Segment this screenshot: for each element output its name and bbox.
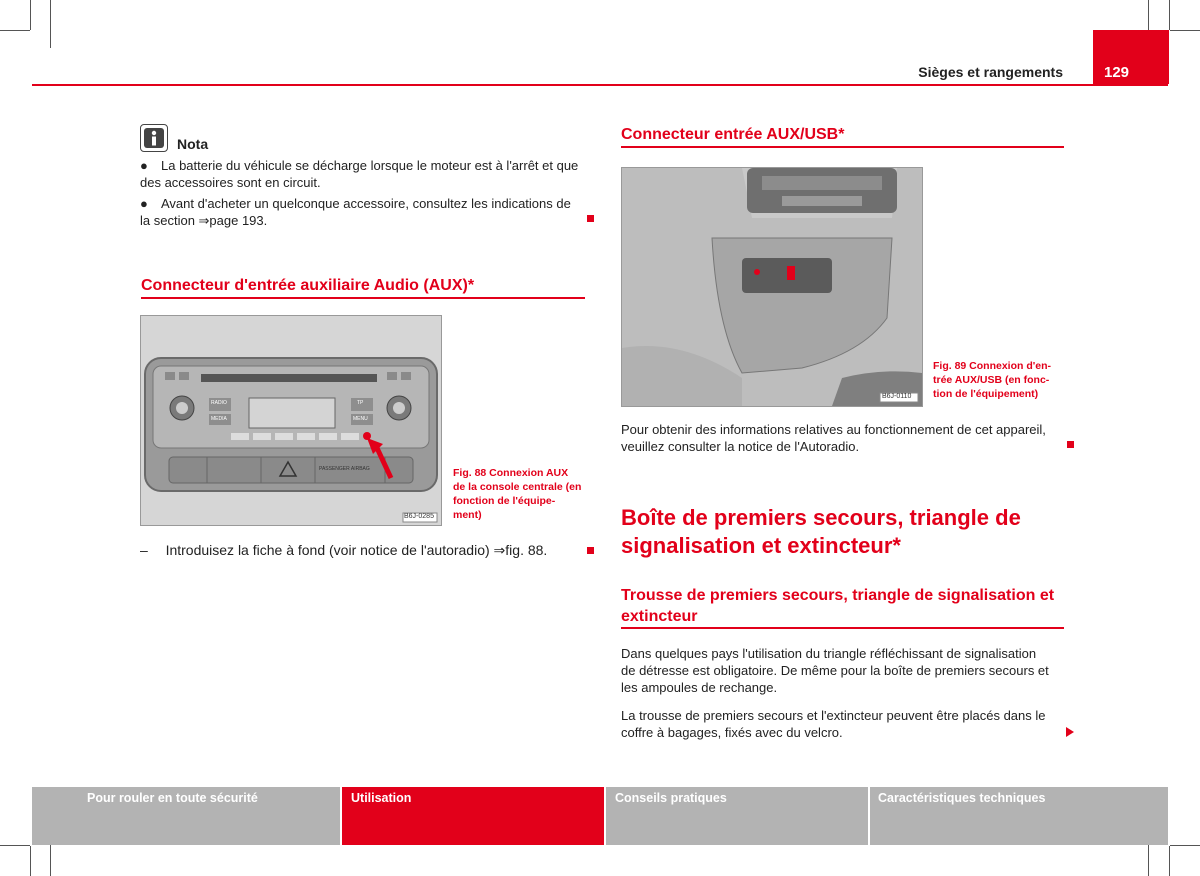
radio-button-label: RADIO [211, 400, 227, 406]
footer-tab-specs[interactable] [870, 787, 1168, 845]
passenger-airbag-label: PASSENGER AIRBAG [319, 466, 370, 472]
footer-tab-utilisation[interactable] [342, 787, 604, 845]
caption-line: tion de l'équipement) [933, 388, 1039, 400]
chapter-title: Sièges et rangements [918, 64, 1063, 80]
footer-tab-label: Utilisation [351, 791, 412, 805]
section-title-aux-usb: Connecteur entrée AUX/USB* [621, 126, 845, 143]
chapter-heading-first-aid [621, 504, 1066, 560]
heading-line: signalisation et extincteur* [621, 533, 901, 558]
end-marker [587, 547, 594, 554]
crop-mark [1170, 845, 1200, 846]
end-marker [1067, 441, 1074, 448]
paragraph-line: La trousse de premiers secours et l'extincteur peuvent être placés dans le [621, 708, 1046, 723]
nota-bullet-2-text: Avant d'acheter un quelconque accessoire, consultez les indications de [161, 196, 571, 211]
nota-bullet-1-text: La batterie du véhicule se décharge lorsque le moteur est à l'arrêt et que [161, 158, 579, 173]
section-rule [621, 627, 1064, 629]
crop-mark [30, 0, 31, 30]
instruction-line [140, 542, 547, 559]
paragraph-velcro [621, 707, 1066, 741]
header-rule [32, 84, 1168, 86]
crop-mark [1169, 0, 1170, 30]
paragraph-line: veuillez consulter la notice de l'Autoradio. [621, 439, 860, 454]
figure-88-caption [453, 466, 593, 522]
section-title-aux: Connecteur d'entrée auxiliaire Audio (AUX)* [141, 277, 475, 294]
paragraph-line: Dans quelques pays l'utilisation du triangle réfléchissant de signalisation [621, 646, 1037, 661]
heading-line: extincteur [621, 608, 698, 625]
figure-code: B6J-0285 [404, 513, 434, 520]
crop-mark [0, 845, 30, 846]
crop-mark [0, 30, 30, 31]
figure-89-caption [933, 359, 1073, 401]
footer-tab-label: Conseils pratiques [615, 791, 727, 805]
radio-illustration [141, 316, 441, 525]
info-icon [140, 124, 168, 152]
nota-bullet-2: ● Avant d'acheter un quelconque accessoire, consultez les indications de la section ⇒page 193. [140, 195, 590, 229]
paragraph-line: coffre à bagages, fixés avec du velcro. [621, 725, 843, 740]
footer-tab-label: Pour rouler en toute sécurité [87, 791, 258, 805]
page-number: 129 [1104, 64, 1130, 81]
heading-line: Trousse de premiers secours, triangle de signalisation et [621, 587, 1055, 604]
end-marker [587, 215, 594, 222]
footer-tab-tips[interactable] [606, 787, 868, 845]
footer-tab-label: Caractéristiques techniques [878, 791, 1046, 805]
caption-line: ment) [453, 509, 482, 521]
figure-code: B6J-0110 [882, 393, 912, 400]
dash: – [140, 542, 148, 558]
heading-line: Boîte de premiers secours, triangle de [621, 505, 1021, 530]
caption-line: trée AUX/USB (en fonc- [933, 374, 1050, 386]
paragraph-autoradio [621, 421, 1066, 455]
media-button-label: MEDIA [211, 416, 227, 422]
nota-title: Nota [177, 136, 209, 152]
caption-line: Fig. 89 Connexion d'en- [933, 360, 1052, 372]
instruction-text[interactable]: Introduisez la fiche à fond (voir notice de l'autoradio) ⇒fig. 88. [165, 542, 548, 558]
page-number-box [1093, 30, 1169, 84]
paragraph-triangle [621, 645, 1066, 696]
nota-bullet-2-link[interactable]: la section ⇒page 193. [140, 213, 268, 228]
figure-89-console [621, 167, 923, 407]
footer-tab-safety[interactable] [32, 787, 340, 845]
continue-arrow-icon[interactable] [1066, 727, 1074, 737]
section-title-first-aid-kit [621, 585, 1066, 627]
paragraph-line: les ampoules de rechange. [621, 680, 778, 695]
crop-mark [50, 0, 51, 48]
caption-line: de la console centrale (en [453, 481, 582, 493]
section-rule [621, 146, 1064, 148]
menu-button-label: MENU [353, 416, 368, 422]
nota-bullet-1-cont: des accessoires sont en circuit. [140, 175, 321, 190]
paragraph-line: de détresse est obligatoire. De même pour la boîte de premiers secours et [621, 663, 1049, 678]
crop-mark [1169, 846, 1170, 876]
caption-line: fonction de l'équipe- [453, 495, 556, 507]
caption-line: Fig. 88 Connexion AUX [453, 467, 569, 479]
tp-button-label: TP [357, 400, 364, 406]
console-illustration [622, 168, 922, 406]
paragraph-line: Pour obtenir des informations relatives au fonctionnement de cet appareil, [621, 422, 1046, 437]
section-rule [141, 297, 585, 299]
crop-mark [30, 846, 31, 876]
figure-88-radio [140, 315, 442, 526]
nota-bullet-1: ● La batterie du véhicule se décharge lorsque le moteur est à l'arrêt et que des accessoires sont en circuit. [140, 157, 590, 191]
crop-mark [1170, 30, 1200, 31]
